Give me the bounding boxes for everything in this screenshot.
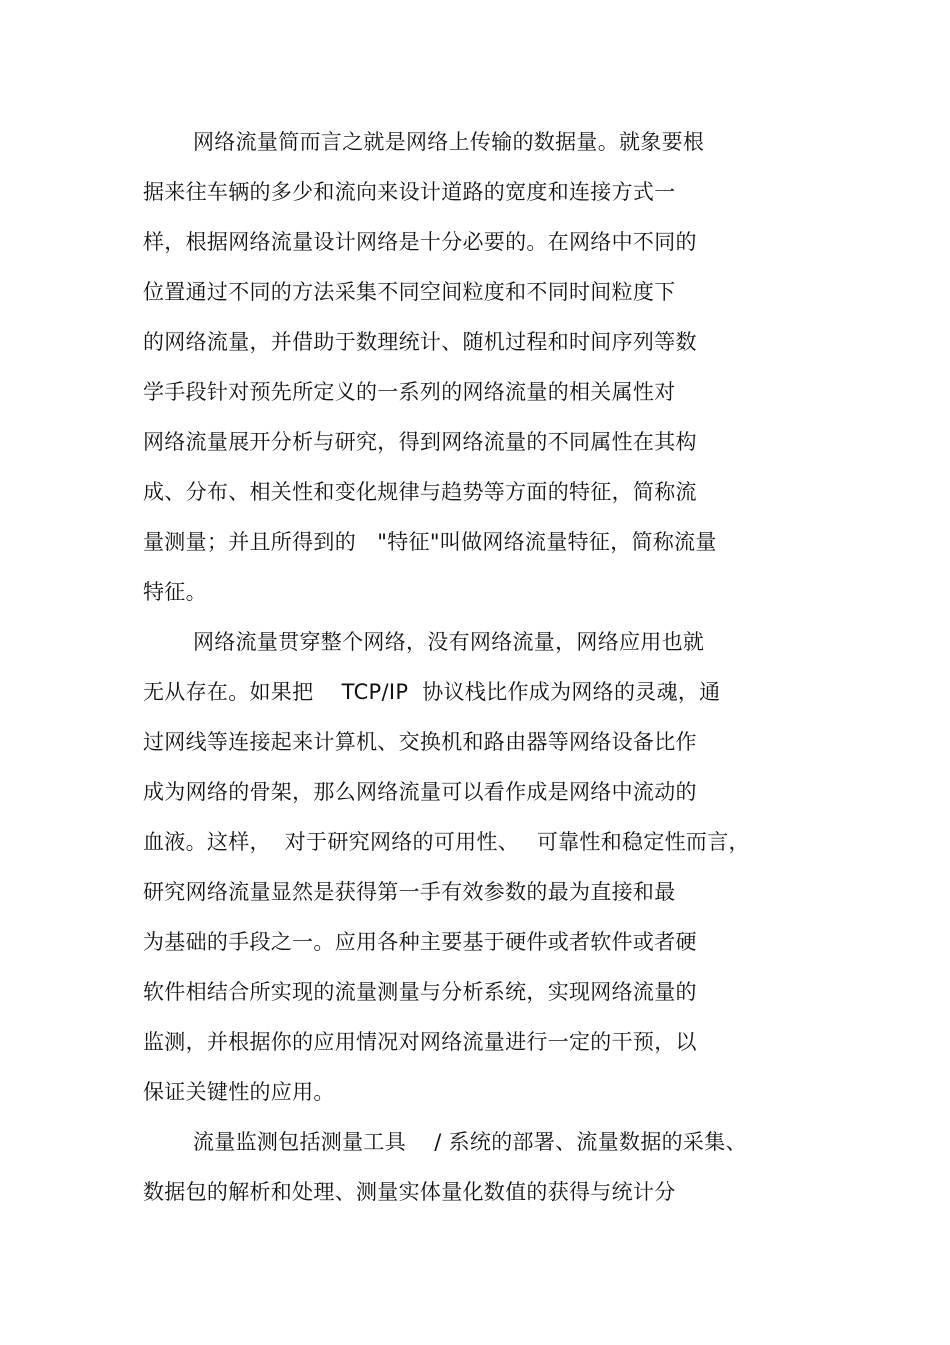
paragraph-3-line-2: 数据包的解析和处理、测量实体量化数值的获得与统计分 [143,1180,676,1204]
paragraph-1-line-6: 学手段针对预先所定义的一系列的网络流量的相关属性对 [143,380,676,404]
paragraph-2-line-4: 成为网络的骨架，那么网络流量可以看作成是网络中流动的 [143,780,697,804]
paragraph-1-line-7: 网络流量展开分析与研究，得到网络流量的不同属性在其构 [143,430,697,454]
paragraph-1-line-9: 量测量；并且所得到的 "特征"叫做网络流量特征，简称流量 [143,530,717,554]
paragraph-1-line-8: 成、分布、相关性和变化规律与趋势等方面的特征，简称流 [143,480,697,504]
paragraph-2-line-5: 血液。这样， 对于研究网络的可用性、 可靠性和稳定性而言， [143,830,750,854]
paragraph-3-line-1: 流量监测包括测量工具 / 系统的部署、流量数据的采集、 [193,1130,747,1154]
paragraph-2-line-1: 网络流量贯穿整个网络，没有网络流量，网络应用也就 [193,630,705,654]
paragraph-1-line-10: 特征。 [143,580,207,604]
paragraph-1-line-2: 据来往车辆的多少和流向来设计道路的宽度和连接方式一 [143,180,676,204]
paragraph-2-line-3: 过网线等连接起来计算机、交换机和路由器等网络设备比作 [143,730,697,754]
paragraph-2-line-7: 为基础的手段之一。应用各种主要基于硬件或者软件或者硬 [143,930,697,954]
body-text [143,121,803,1221]
paragraph-1-line-3: 样，根据网络流量设计网络是十分必要的。在网络中不同的 [143,230,697,254]
paragraph-2-line-10: 保证关键性的应用。 [143,1080,335,1104]
paragraph-2-line-9: 监测，并根据你的应用情况对网络流量进行一定的干预，以 [143,1030,697,1054]
paragraph-1-line-4: 位置通过不同的方法采集不同空间粒度和不同时间粒度下 [143,280,676,304]
paragraph-1-line-1: 网络流量简而言之就是网络上传输的数据量。就象要根 [193,130,705,154]
paragraph-2-line-6: 研究网络流量显然是获得第一手有效参数的最为直接和最 [143,880,676,904]
paragraph-2-line-2: 无从存在。如果把 TCP/IP 协议栈比作成为网络的灵魂，通 [143,680,721,704]
paragraph-2-line-8: 软件相结合所实现的流量测量与分析系统，实现网络流量的 [143,980,697,1004]
paragraph-1-line-5: 的网络流量，并借助于数理统计、随机过程和时间序列等数 [143,330,697,354]
